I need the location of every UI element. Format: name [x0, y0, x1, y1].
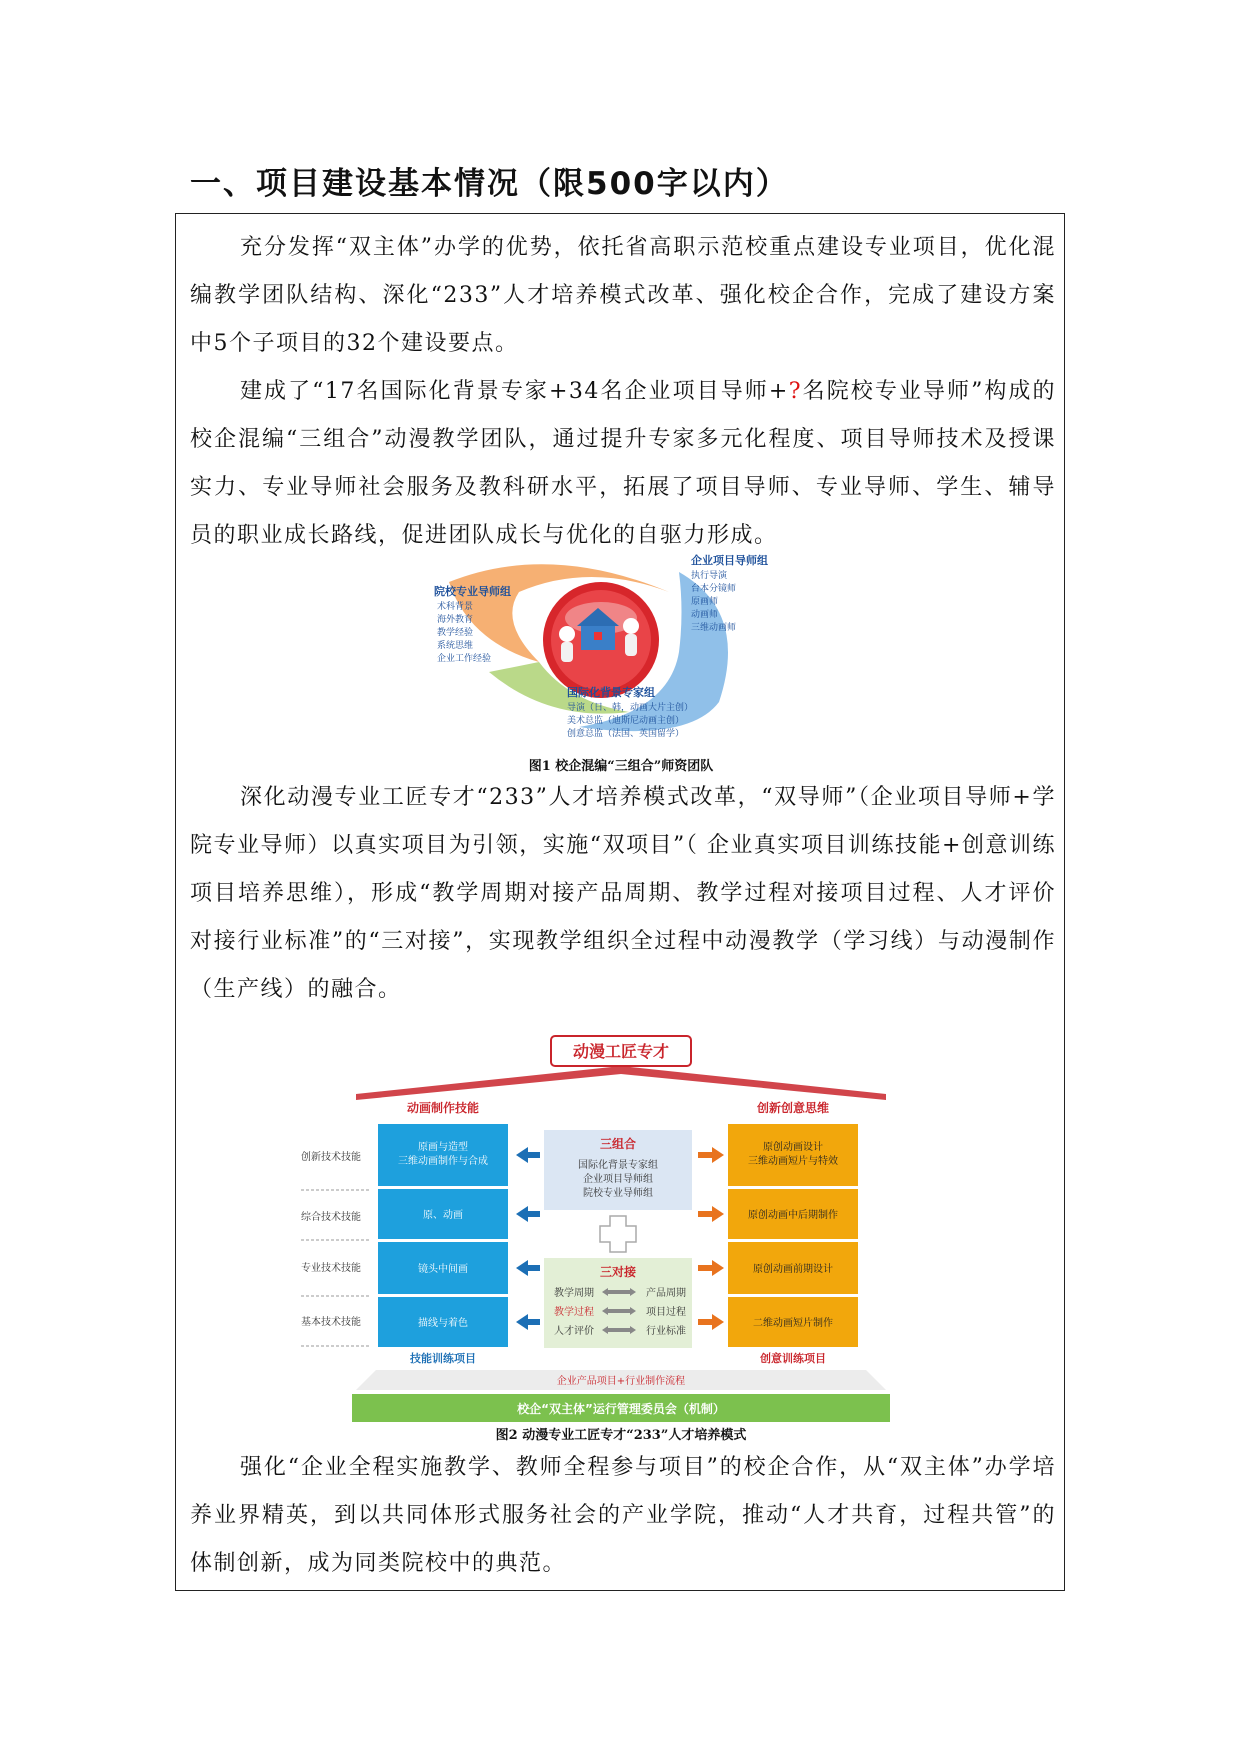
- left-header: 动画制作技能: [406, 1101, 480, 1115]
- right-arrows: [698, 1147, 724, 1330]
- paragraph-3: 深化动漫专业工匠专才“233”人才培养模式改革，“双导师”（企业项目导师+学院专业导师）以真实项目为引领，实施“双项目”（ 企业真实项目训练技能+创意训练项目培养思维），形成“教学周期对接产品周期、教学过程对接项目过程、人才评价对接行业标准”的“三对接”，实现教学组织全过程中动漫教学（学习线）与动漫制作（生产线）的融合。: [190, 785, 1056, 1002]
- level-label: 创新技术技能: [301, 1152, 361, 1163]
- bottom-group-item: 导演（日、韩，动画大片主创）: [567, 703, 694, 713]
- svg-text:三组合: 三组合: [599, 1137, 637, 1151]
- right-group-title: 企业项目导师组: [691, 554, 768, 567]
- right-block: [728, 1124, 858, 1186]
- left-group-title: 院校专业导师组: [434, 585, 511, 598]
- svg-text:人才评价: 人才评价: [554, 1326, 594, 1337]
- bottom-group-title: 国际化背景专家组: [567, 686, 655, 699]
- svg-text:教学周期: 教学周期: [554, 1288, 594, 1299]
- svg-text:镜头中间画: 镜头中间画: [418, 1264, 468, 1275]
- svg-text:原创动画前期设计: 原创动画前期设计: [753, 1264, 833, 1275]
- svg-text:三维动画制作与合成: 三维动画制作与合成: [398, 1156, 488, 1167]
- paragraph-2: [190, 368, 1056, 560]
- right-group-item: 执行导演: [691, 571, 728, 581]
- figure-left-icon: [559, 626, 575, 642]
- section-heading: 一、项目建设基本情况（限500字以内）: [190, 166, 789, 202]
- svg-text:国际化背景专家组: 国际化背景专家组: [578, 1160, 658, 1171]
- figure-1-caption: 图1 校企混编“三组合”师资团队: [528, 759, 714, 774]
- svg-text:产品周期: 产品周期: [646, 1288, 686, 1299]
- svg-text:行业标准: 行业标准: [646, 1326, 686, 1337]
- svg-text:企业项目导师组: 企业项目导师组: [583, 1174, 653, 1185]
- svg-text:院校专业导师组: 院校专业导师组: [583, 1188, 653, 1199]
- figure-2-talent-model-diagram: [296, 1034, 946, 1442]
- plus-icon: [600, 1216, 636, 1252]
- right-group-item: 原画师: [691, 597, 719, 607]
- figure-2-caption: 图2 动漫专业工匠专才“233”人才培养模式: [495, 1428, 747, 1443]
- right-group-item: 台本分镜师: [691, 584, 737, 594]
- svg-text:三维动画短片与特效: 三维动画短片与特效: [748, 1156, 838, 1167]
- left-arrows: [516, 1147, 540, 1330]
- bottom-group-item: 美术总监（迪斯尼动画主创）: [567, 716, 685, 726]
- left-footer: 技能训练项目: [410, 1352, 476, 1365]
- left-group-item: 海外教育: [437, 615, 474, 625]
- right-group-item: 三维动画师: [691, 623, 737, 633]
- bottom-group-item: 创意总监（法国、英国留学）: [567, 729, 685, 739]
- level-label: 专业技术技能: [301, 1263, 361, 1274]
- content-frame: [175, 213, 1065, 1591]
- left-group-item: 系统思维: [437, 641, 474, 651]
- paragraph-2-part-a: 建成了“17名国际化背景专家+34名企业项目导师+: [240, 379, 789, 404]
- paragraph-2-part-b: 名院校专业导师”构成的校企混编“三组合”动漫教学团队，通过提升专家多元化程度、项目导师技术及授课实力、专业导师社会服务及教科研水平，拓展了项目导师、专业导师、学生、辅导员的职业成长路线，促进团队成长与优化的自驱力形成。: [190, 379, 1056, 548]
- paragraph-4: 强化“企业全程实施教学、教师全程参与项目”的校企合作，从“双主体”办学培养业界精英，到以共同体形式服务社会的产业学院，推动“人才共育，过程共管”的体制创新，成为同类院校中的典范。: [190, 1455, 1056, 1576]
- left-group-item: 教学经验: [437, 628, 474, 638]
- roof-shape: [356, 1066, 886, 1100]
- left-group-item: 企业工作经验: [437, 654, 492, 664]
- svg-text:教学过程: 教学过程: [554, 1307, 594, 1318]
- unknown-count-mark: ?: [788, 379, 803, 404]
- svg-text:动漫工匠专才: 动漫工匠专才: [572, 1042, 670, 1061]
- svg-text:原画与造型: 原画与造型: [418, 1142, 468, 1153]
- figure-1-teacher-team-diagram: [429, 552, 813, 742]
- right-group-item: 动画师: [691, 610, 719, 620]
- paragraph-1: 充分发挥“双主体”办学的优势，依托省高职示范校重点建设专业项目，优化混编教学团队结构、深化“233”人才培养模式改革、强化校企合作，完成了建设方案中5个子项目的32个建设要点。: [190, 235, 1056, 356]
- right-footer: 创意训练项目: [760, 1352, 826, 1365]
- svg-text:原创动画设计: 原创动画设计: [763, 1142, 823, 1153]
- left-block: [378, 1124, 508, 1186]
- svg-text:二维动画短片制作: 二维动画短片制作: [753, 1318, 833, 1329]
- svg-text:三对接: 三对接: [599, 1265, 637, 1279]
- right-header: 创新创意思维: [756, 1101, 830, 1115]
- svg-text:原、动画: 原、动画: [423, 1210, 463, 1221]
- base-top-label: 企业产品项目+行业制作流程: [556, 1376, 686, 1387]
- left-group-item: 术科背景: [437, 602, 474, 612]
- level-label: 综合技术技能: [301, 1212, 361, 1223]
- base-bottom-label: 校企“双主体”运行管理委员会（机制）: [517, 1402, 725, 1416]
- svg-text:原创动画中后期制作: 原创动画中后期制作: [748, 1210, 838, 1221]
- figure-right-icon: [623, 618, 639, 634]
- svg-text:项目过程: 项目过程: [646, 1307, 686, 1318]
- level-label: 基本技术技能: [301, 1317, 361, 1328]
- svg-text:描线与着色: 描线与着色: [418, 1318, 468, 1329]
